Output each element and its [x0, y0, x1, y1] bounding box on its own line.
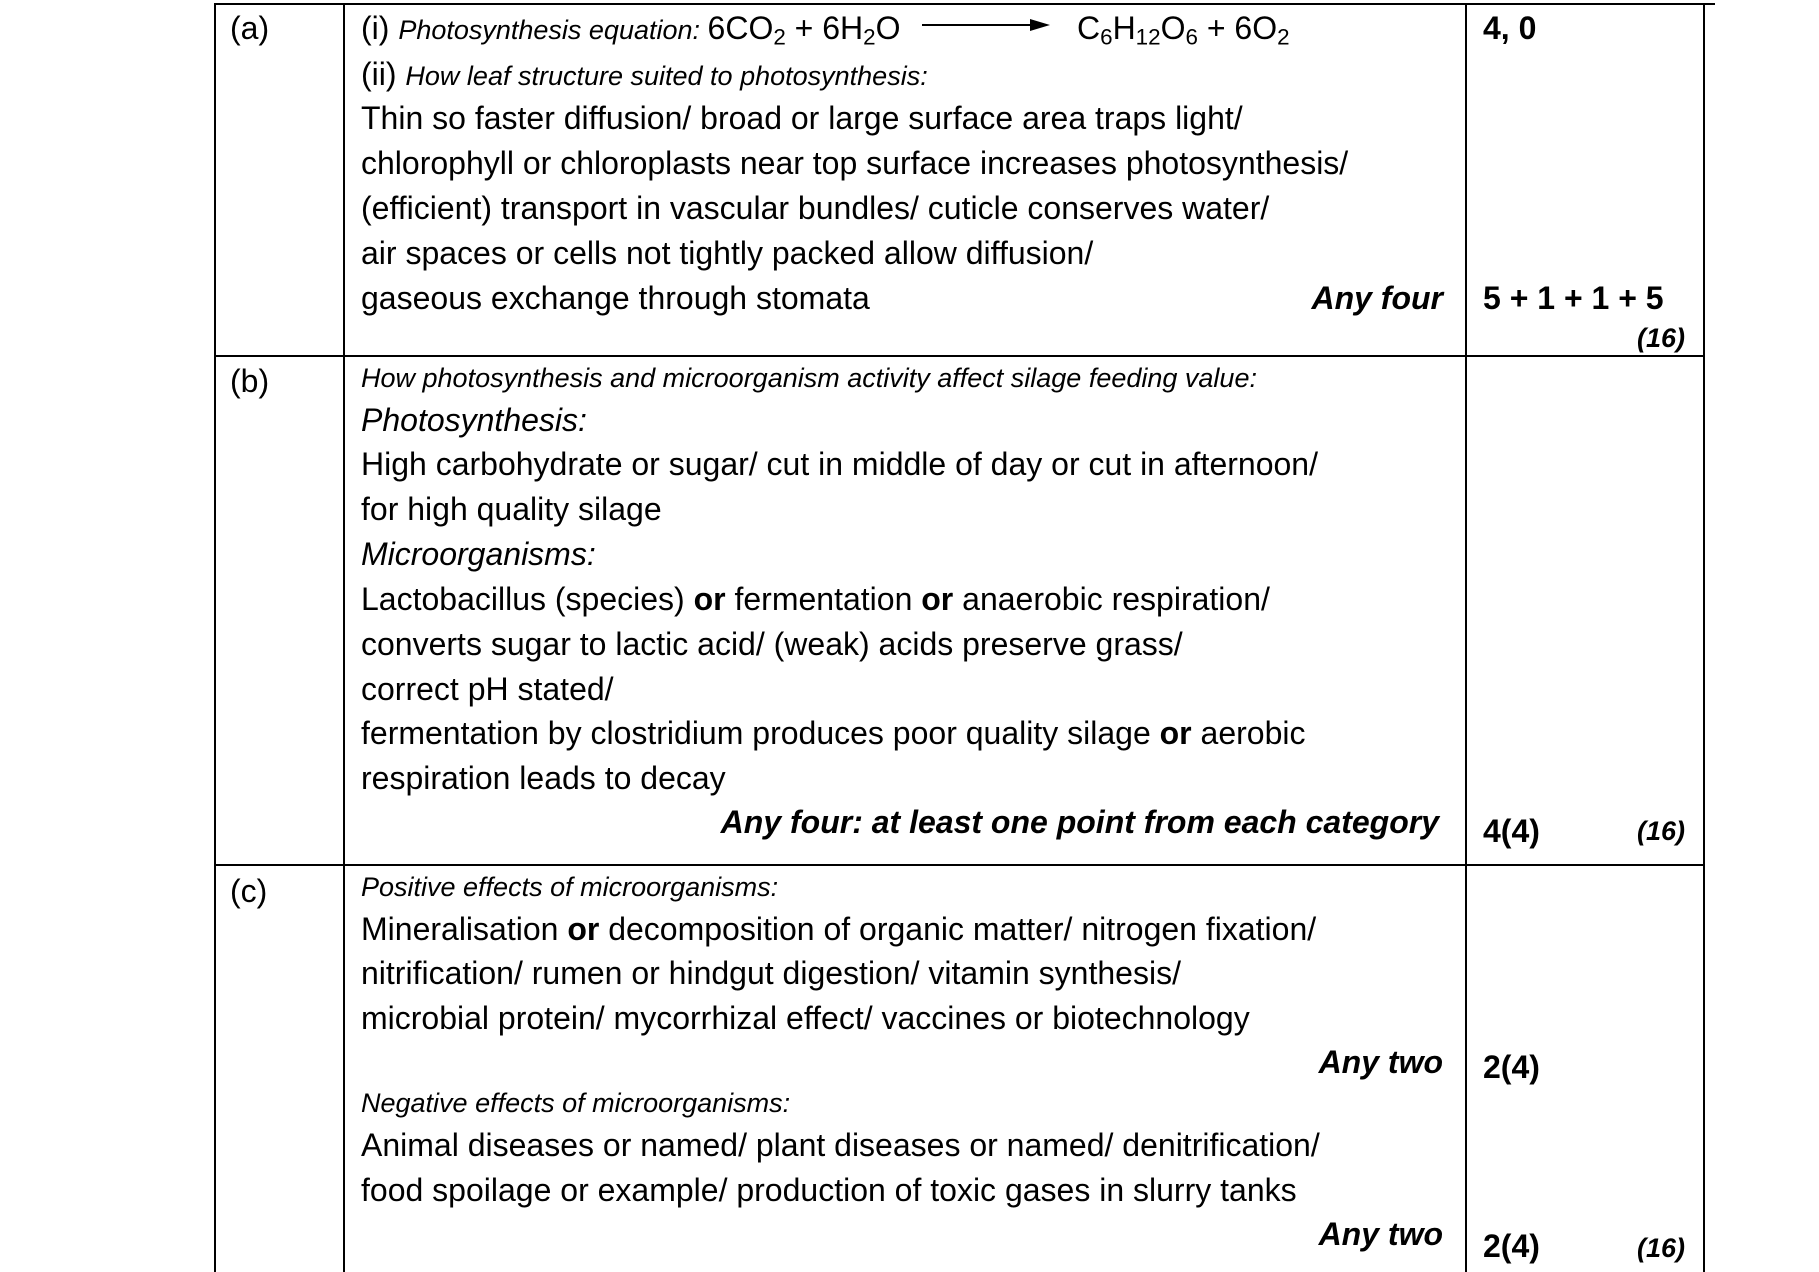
row-b-micro-line-2: converts sugar to lactic acid/ (weak) acids preserve grass/	[361, 626, 1183, 662]
row-c-heading-negative: Negative effects of microorganisms:	[361, 1088, 791, 1118]
row-c-neg-line-1: Animal diseases or named/ plant diseases or named/ denitrification/	[361, 1127, 1320, 1163]
row-b-heading: How photosynthesis and microorganism activity affect silage feeding value:	[361, 363, 1257, 393]
row-b-label: (b)	[230, 363, 270, 399]
part-ii-heading: How leaf structure suited to photosynthesis:	[405, 61, 928, 91]
row-c-pos-line-3: microbial protein/ mycorrhizal effect/ vaccines or biotechnology	[361, 1000, 1250, 1036]
row-a-marks-breakdown: 5 + 1 + 1 + 5	[1483, 280, 1664, 316]
part-ii-prefix: (ii)	[361, 56, 406, 92]
part-i-heading: Photosynthesis equation:	[398, 15, 708, 45]
row-c-any-two-positive: Any two	[1318, 1044, 1443, 1080]
row-a-line-3: (efficient) transport in vascular bundles/ cuticle conserves water/	[361, 190, 1270, 226]
table-divider-label	[343, 3, 345, 1272]
row-c-marks-negative: 2(4)	[1483, 1228, 1540, 1264]
row-a-line-2: chlorophyll or chloroplasts near top surface increases photosynthesis/	[361, 145, 1349, 181]
row-b-any-four: Any four: at least one point from each category	[720, 804, 1439, 840]
row-divider-bc	[214, 864, 1705, 866]
part-i-line	[361, 10, 901, 50]
table-border-left	[214, 3, 216, 1272]
table-border-right	[1703, 3, 1705, 1272]
row-b-sub-photosynthesis: Photosynthesis:	[361, 402, 587, 438]
row-b-photo-line-2: for high quality silage	[361, 491, 662, 527]
row-c-marks-positive: 2(4)	[1483, 1049, 1540, 1085]
row-c-pos-line-2: nitrification/ rumen or hindgut digestion/ vitamin synthesis/	[361, 955, 1181, 991]
reaction-arrow-icon	[922, 17, 1052, 33]
equation-reactants: $6CO_2 + 6H_2O$	[707, 10, 901, 50]
table-border-top	[214, 3, 1715, 5]
row-c-heading-positive: Positive effects of microorganisms:	[361, 872, 779, 902]
row-divider-ab	[214, 355, 1705, 357]
row-a-marks-top: 4, 0	[1483, 10, 1537, 46]
row-c-neg-line-2: food spoilage or example/ production of toxic gases in slurry tanks	[361, 1172, 1297, 1208]
row-a-line-4: air spaces or cells not tightly packed allow diffusion/	[361, 235, 1094, 271]
row-b-total: (16)	[1636, 816, 1685, 846]
row-a-line-5: gaseous exchange through stomata	[361, 280, 870, 316]
row-c-total: (16)	[1636, 1233, 1685, 1263]
row-b-photo-line-1: High carbohydrate or sugar/ cut in middle of day or cut in afternoon/	[361, 446, 1318, 482]
row-a-total: (16)	[1636, 323, 1685, 353]
row-b-sub-microorganisms: Microorganisms:	[361, 536, 596, 572]
equation-products: $C_6H_{12}O_6 + 6O_2$	[1077, 10, 1290, 50]
part-i-prefix: (i)	[361, 10, 399, 46]
row-b-micro-line-3: correct pH stated/	[361, 671, 614, 707]
row-a-line-1: Thin so faster diffusion/ broad or large surface area traps light/	[361, 100, 1243, 136]
row-c-label: (c)	[230, 873, 268, 909]
row-a-label: (a)	[230, 10, 270, 46]
row-c-pos-line-1: Mineralisation or decomposition of organic matter/ nitrogen fixation/	[361, 911, 1317, 947]
row-a-any-four: Any four	[1311, 280, 1443, 316]
row-b-lacto-line: Lactobacillus (species) or fermentation or anaerobic respiration/	[361, 581, 1270, 617]
row-b-marks: 4(4)	[1483, 813, 1540, 849]
table-divider-marks	[1465, 3, 1467, 1272]
row-c-any-two-negative: Any two	[1318, 1216, 1443, 1252]
row-b-clostridium-line: fermentation by clostridium produces poor quality silage or aerobic	[361, 715, 1306, 751]
part-ii-line	[361, 58, 928, 90]
row-b-micro-line-5: respiration leads to decay	[361, 760, 726, 796]
